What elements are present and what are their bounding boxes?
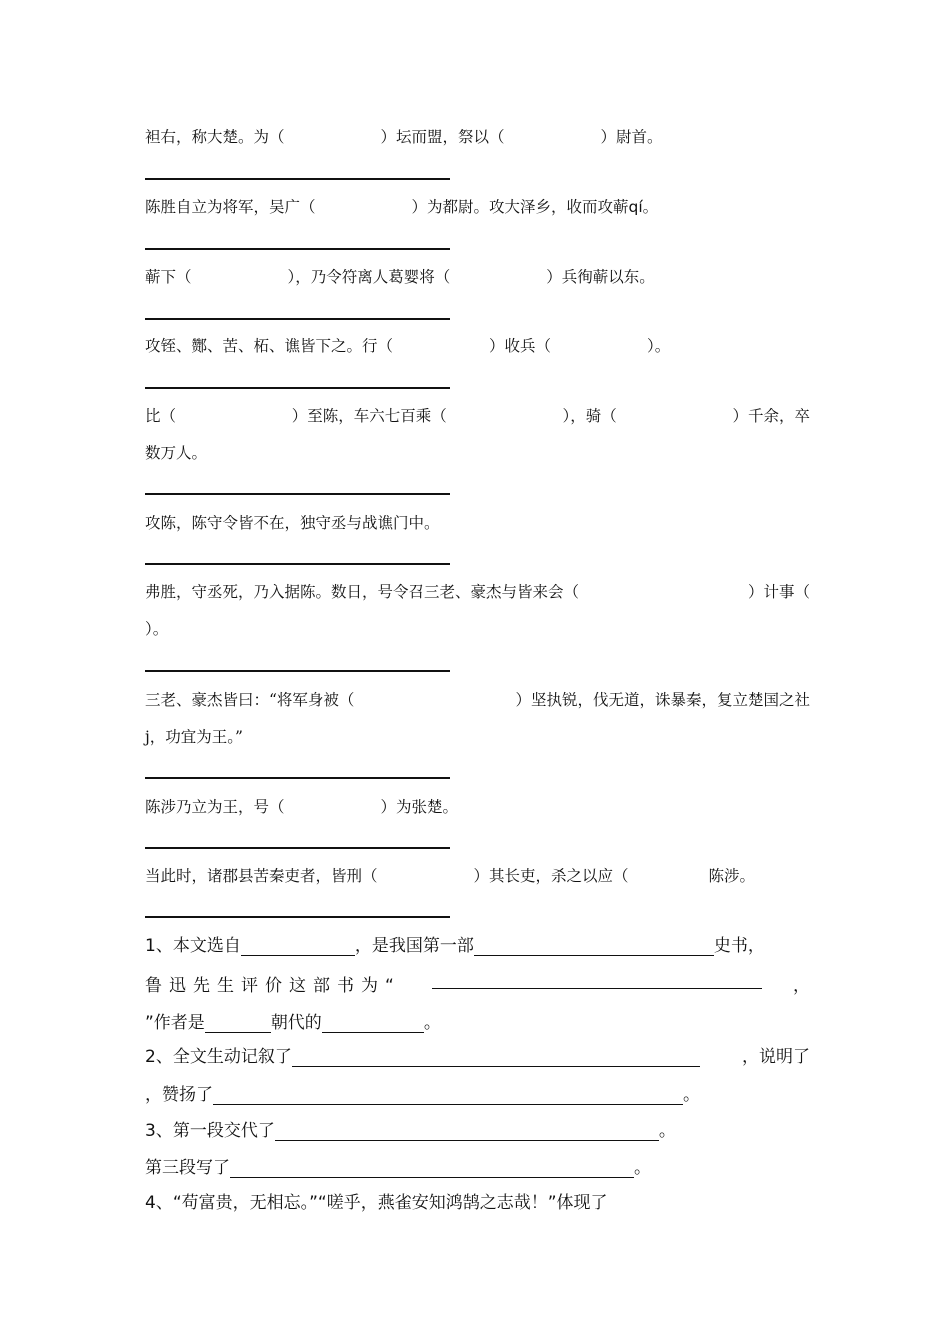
text: ），骑（ [562,407,617,425]
text: 鲁迅先生评价这部书为“ [145,976,401,996]
text: 当此时，诸郡县苦秦吏者，皆刑（ [145,867,378,885]
pinyin: qí。 [628,198,659,216]
text: ）计事（ [747,583,810,601]
passage-line-8 [145,682,810,718]
text: ）为张楚。 [380,798,459,816]
answer-rule[interactable] [145,777,450,779]
answer-rule[interactable] [145,178,450,180]
text: ）。 [647,337,671,355]
question-1-line-3 [145,1005,810,1041]
text: 第三段写了 [145,1158,230,1178]
text: 2、全文生动记叙了 [145,1047,292,1067]
answer-rule[interactable] [145,387,450,389]
answer-blank[interactable] [322,1012,424,1033]
question-2-line-1 [145,1039,810,1075]
passage-line-8b [145,719,810,755]
answer-rule[interactable] [145,670,450,672]
text: 攻铚、酂、苦、柘、谯皆下之。行（ [145,337,394,355]
text: 攻陈，陈守令皆不在，独守丞与战谯门中。 [145,514,440,532]
text: 史书， [713,936,765,956]
answer-rule[interactable] [145,916,450,918]
passage-line-7 [145,574,810,610]
text: 。 [683,1085,700,1105]
text: 朝代的 [270,1013,322,1033]
text: 袒右，称大楚。为（ [145,128,285,146]
answer-blank[interactable] [292,1046,700,1067]
passage-line-3 [145,259,810,295]
text: ）尉首。 [600,128,663,146]
text: 陈涉。 [708,867,756,885]
question-1-line-1 [145,928,810,964]
text: ）收兵（ [489,337,552,355]
text: 三老、豪杰皆曰：“将军身被（ [145,691,355,709]
passage-line-2 [145,189,810,225]
answer-rule[interactable] [145,493,450,495]
text: 陈涉乃立为王，号（ [145,798,285,816]
passage-line-1 [145,119,810,155]
text: ）。 [145,620,169,638]
text: ）兵徇蕲以东。 [546,268,655,286]
text: ，说明了 [742,1047,810,1067]
passage-line-5 [145,398,810,434]
passage-line-5b [145,435,810,471]
text: ， [793,976,810,996]
answer-rule[interactable] [145,318,450,320]
text: ），乃令符离人葛婴将（ [287,268,451,286]
answer-blank[interactable] [275,1120,659,1141]
passage-line-9 [145,789,810,825]
passage-line-6 [145,505,810,541]
text: ）至陈，车六七百乘（ [291,407,447,425]
text: 弗胜，守丞死，乃入据陈。数日，号令召三老、豪杰与皆来会（ [145,583,580,601]
text: ”作者是 [145,1013,205,1033]
text: 蕲下（ [145,268,192,286]
text: ）坚执锐，伐无道，诛暴秦，复立楚国之社 [515,691,810,709]
text: 。 [423,1013,441,1033]
text: 陈胜自立为将军，吴广（ [145,198,316,216]
text: ，是我国第一部 [354,936,474,956]
text: 1、本文选自 [145,936,241,956]
answer-rule[interactable] [145,248,450,250]
text: 3、第一段交代了 [145,1121,275,1141]
text: 数万人。 [145,444,208,462]
answer-blank[interactable] [230,1157,634,1178]
text: 比（ [145,407,177,425]
answer-rule[interactable] [145,563,450,565]
passage-line-4 [145,328,810,364]
text: 。 [658,1121,676,1141]
answer-blank[interactable] [474,935,714,956]
text: ）坛而盟，祭以（ [380,128,505,146]
answer-rule[interactable] [145,847,450,849]
passage-line-7b [145,611,810,647]
question-4-line-1 [145,1185,810,1221]
text: ）其长吏，杀之以应（ [473,867,629,885]
answer-blank[interactable] [213,1084,683,1105]
question-3-line-1 [145,1113,810,1149]
text: 4、“苟富贵，无相忘。”“嗟乎，燕雀安知鸿鹄之志哉！”体现了 [145,1193,608,1213]
question-2-line-2 [145,1077,810,1113]
answer-blank[interactable] [432,968,762,989]
question-3-line-2 [145,1150,810,1186]
text: j，功宜为王。” [145,728,243,746]
answer-blank[interactable] [205,1012,271,1033]
text: ）为都尉。攻大泽乡，收而攻蕲 [411,198,629,216]
text: 。 [634,1158,651,1178]
passage-line-10 [145,858,810,894]
question-1-line-2 [145,968,810,1004]
text: ，赞扬了 [145,1085,213,1105]
answer-blank[interactable] [241,935,355,956]
text: ）千余，卒 [732,407,810,425]
